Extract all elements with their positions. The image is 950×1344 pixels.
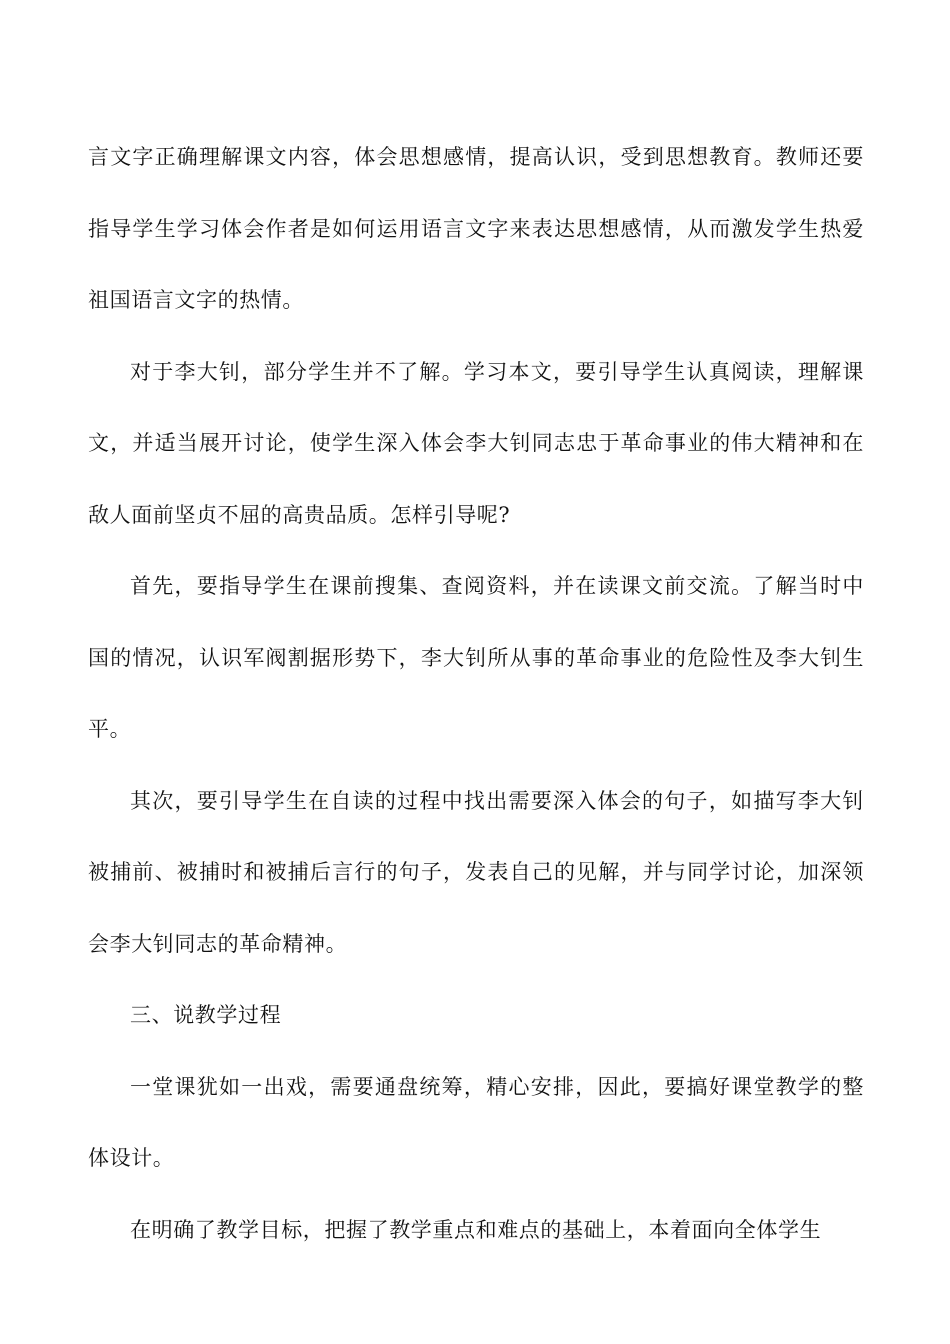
paragraph-1: 言文字正确理解课文内容，体会思想感情，提高认识，受到思想教育。教师还要指导学生学习体会作者是如何运用语言文字来表达思想感情，从而激发学生热爱祖国语言文字的热情。 <box>88 145 864 312</box>
paragraph-3: 首先，要指导学生在课前搜集、查阅资料，并在读课文前交流。了解当时中国的情况，认识军阀割据形势下，李大钊所从事的革命事业的危险性及李大钊生平。 <box>88 574 864 741</box>
paragraph-4: 其次，要引导学生在自读的过程中找出需要深入体会的句子，如描写李大钊被捕前、被捕时和被捕后言行的句子，发表自己的见解，并与同学讨论，加深领会李大钊同志的革命精神。 <box>88 788 864 956</box>
section-heading-3: 三、说教学过程 <box>130 1003 282 1027</box>
document-body <box>88 122 864 1266</box>
paragraph-6: 在明确了教学目标，把握了教学重点和难点的基础上，本着面向全体学生 <box>130 1217 822 1242</box>
paragraph-5: 一堂课犹如一出戏，需要通盘统筹，精心安排，因此，要搞好课堂教学的整体设计。 <box>88 1074 864 1170</box>
paragraph-2: 对于李大钊，部分学生并不了解。学习本文，要引导学生认真阅读，理解课文，并适当展开讨论，使学生深入体会李大钊同志忠于革命事业的伟大精神和在敌人面前坚贞不屈的高贵品质。怎样引导呢? <box>88 359 864 527</box>
